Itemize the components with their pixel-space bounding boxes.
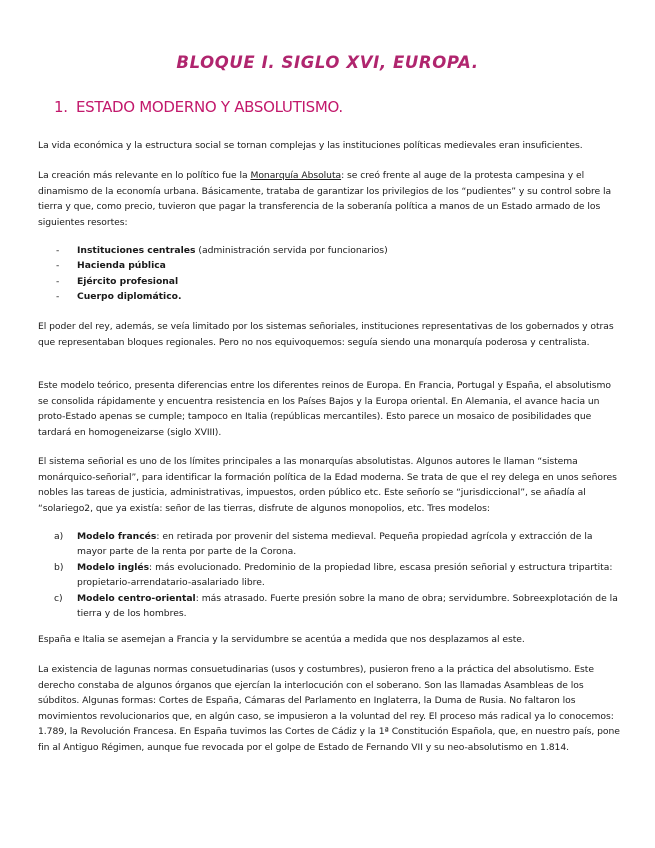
monarquia-absoluta-term: Monarquía Absoluta (250, 170, 342, 181)
paragraph-asambleas: La existencia de lagunas normas consuetudinarias (usos y costumbres), pusieron freno a la práctica del absolutismo. Este derecho constaba de algunos órganos que ejercían la interlocución con el soberano. Son las llamadas Asambleas de los súbditos. Algunas formas: Cortes de España, Cámaras del Parlamento en Inglaterra, la Duma de Rusia. No faltaron los movimientos revolucionarios que, en algún caso, se impusieron a la voluntad del rey. El proceso más radical ya lo conocemos: 1.789, la Revolución Francesa. En España tuvimos las Cortes de Cádiz y la 1ª Constitución Española, que, en nuestro país, pone fin al Antiguo Régimen, aunque fue revocada por el golpe de Estado de Fernando VII y su neo-absolutismo en 1.814. (38, 664, 620, 753)
paragraph-poder-rey: El poder del rey, además, se veía limitado por los sistemas señoriales, instituciones representativas de los gobernados y otras que representaban bloques regionales. Pero no nos equivoquemos: seguía siendo una monarquía poderosa y centralista. (38, 321, 614, 348)
section-number: 1. (54, 98, 68, 116)
list-item: - Ejército profesional (56, 275, 179, 287)
paragraph-monarquia: La creación más relevante en lo político fue la Monarquía Absoluta: se creó frente al auge de la protesta campesina y el dinamismo de la economía urbana. Básicamente, trataba de garantizar los privilegios de los “pudientes” y su control sobre la tierra y que, como precio, tuvieron que pagar la transferencia de la soberanía política a manos de un Estado armado de los siguientes resortes: (38, 170, 612, 228)
list-item: - Instituciones centrales (administración servida por funcionarios) (56, 245, 388, 256)
page-title: BLOQUE I. SIGLO XVI, EUROPA. (176, 53, 479, 72)
paragraph-modelo-teorico: Este modelo teórico, presenta diferencias entre los diferentes reinos de Europa. En Francia, Portugal y España, el absolutismo se consolida rápidamente y encuentra resistencia en los Países Bajos y la Europa oriental. En Alemania, el avance hacia un proto-Estado apenas se cumple; tampoco en Italia (repúblicas mercantiles). Esto parece un mosaico de posibilidades que tardará en homogeneizarse (siglo XVIII). (38, 380, 611, 438)
section-label: ESTADO MODERNO Y ABSOLUTISMO. (76, 98, 343, 116)
section-heading (54, 98, 343, 116)
resortes-list (56, 243, 616, 305)
paragraph-sistema-senorial: El sistema señorial es uno de los límites principales a las monarquías absolutistas. Algunos autores le llaman “sistema monárquico-señorial”, para identificar la formación política de la Edad moderna. Se trata de que el rey delega en unos señores nobles las tareas de justicia, administrativas, impuestos, orden público etc. Este señorío se “jurisdiccional”, se añadía al “solariego2, que ya existía: señor de las tierras, disfrute de algunos monopolios, etc. Tres modelos: (38, 456, 617, 514)
paragraph-intro: La vida económica y la estructura social se tornan complejas y las instituciones políticas medievales eran insuficientes. (38, 140, 583, 151)
list-item: - Hacienda pública (56, 260, 166, 272)
list-item: - Cuerpo diplomático. (56, 291, 182, 303)
modelos-list (54, 529, 620, 621)
list-item: a) Modelo francés: en retirada por provenir del sistema medieval. Pequeña propiedad agrícola y extracción de la mayor parte de la renta por parte de la Corona. (54, 531, 593, 558)
list-item: c) Modelo centro-oriental: más atrasado. Fuerte presión sobre la mano de obra; servidumbre. Sobreexplotación de la tierra y de los hombres. (54, 592, 618, 620)
paragraph-espana-italia: España e Italia se asemejan a Francia y la servidumbre se acentúa a medida que nos desplazamos al este. (38, 634, 525, 645)
list-item: b) Modelo inglés: más evolucionado. Predominio de la propiedad libre, escasa presión señorial y estructura tripartita: propietario-arrendatario-asalariado libre. (54, 561, 613, 589)
